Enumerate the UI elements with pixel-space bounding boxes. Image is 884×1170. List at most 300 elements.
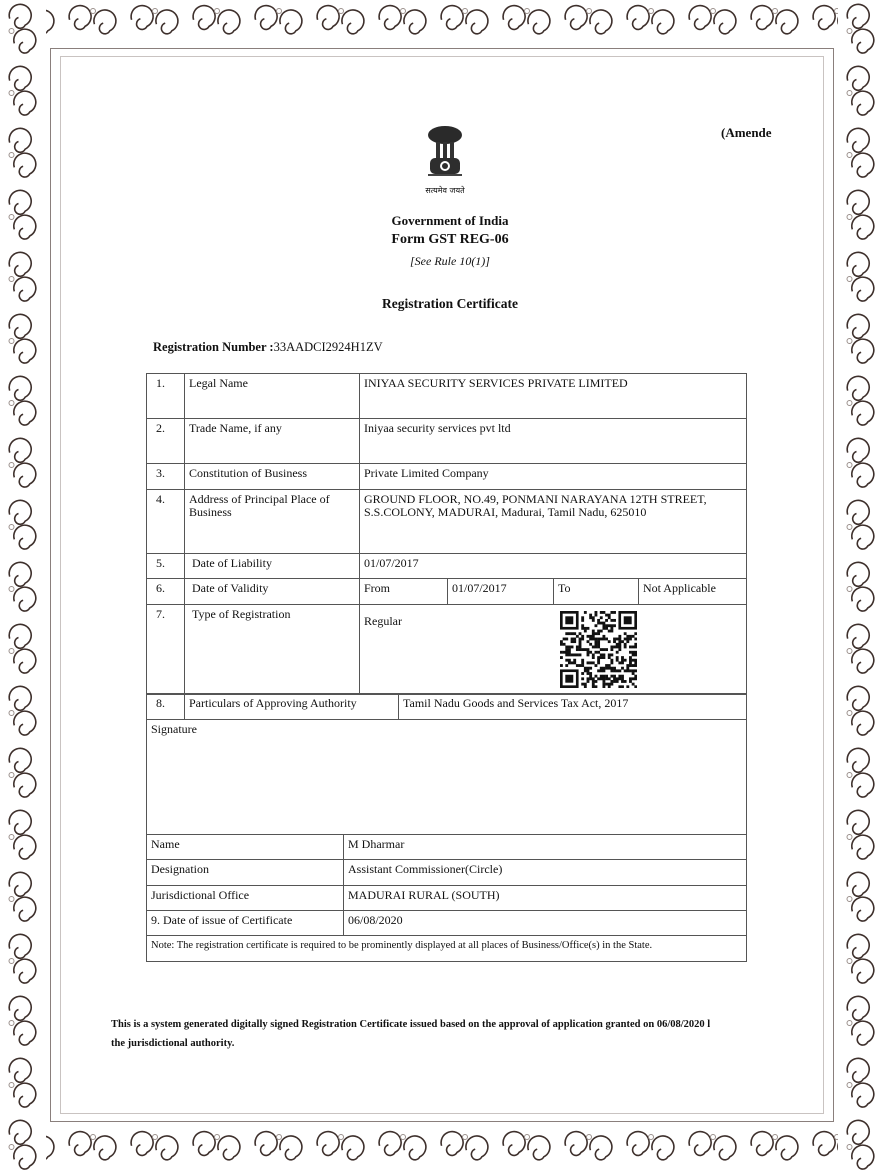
ornament-scroll xyxy=(342,10,364,34)
qr-module xyxy=(624,680,627,683)
ornament-scroll xyxy=(852,1021,874,1045)
ornament-dot xyxy=(9,401,14,406)
qr-module xyxy=(613,624,616,627)
qr-module xyxy=(608,653,611,656)
qr-module xyxy=(565,646,568,649)
ornament-scroll xyxy=(751,1132,773,1156)
ornament-scroll xyxy=(852,835,874,859)
qr-module xyxy=(581,648,584,651)
qr-module xyxy=(610,648,613,651)
table-row-trade-name xyxy=(147,419,747,464)
ornament-scroll xyxy=(9,872,31,896)
qr-module xyxy=(632,664,635,667)
ornament-dot xyxy=(649,9,654,14)
qr-module xyxy=(616,646,619,649)
qr-module xyxy=(589,667,592,670)
qr-module xyxy=(597,643,600,646)
ornament-dot xyxy=(277,9,282,14)
validity-from-value: 01/07/2017 xyxy=(448,579,554,605)
qr-module xyxy=(605,627,608,630)
qr-module xyxy=(560,664,563,667)
qr-module xyxy=(608,664,611,667)
qr-module xyxy=(560,651,563,654)
row-label: Jurisdictional Office xyxy=(147,886,344,911)
ornament-dot xyxy=(9,1145,14,1150)
ornament-scroll xyxy=(852,587,874,611)
qr-module xyxy=(587,672,590,675)
qr-module xyxy=(571,632,574,635)
ornament-scroll xyxy=(565,6,587,30)
qr-module xyxy=(616,656,619,659)
ornament-scroll xyxy=(94,1136,116,1160)
qr-module xyxy=(600,648,603,651)
ornament-scroll xyxy=(9,624,31,648)
ornament-dot xyxy=(847,401,852,406)
qr-module xyxy=(595,611,598,614)
qr-module xyxy=(621,656,624,659)
qr-module xyxy=(595,651,598,654)
ornament-scroll xyxy=(14,1145,36,1169)
qr-module xyxy=(613,611,616,614)
qr-module xyxy=(579,643,582,646)
qr-module xyxy=(610,653,613,656)
qr-module xyxy=(632,635,635,638)
ornament-dot xyxy=(9,711,14,716)
qr-module xyxy=(565,653,568,656)
ornament-dot xyxy=(9,339,14,344)
qr-module xyxy=(624,646,627,649)
ornament-scroll xyxy=(847,66,869,90)
qr-module xyxy=(624,669,627,672)
ornament-scroll xyxy=(590,10,612,34)
qr-module xyxy=(634,661,637,664)
approving-authority-table xyxy=(146,693,747,720)
ornament-scroll xyxy=(503,6,525,30)
qr-module xyxy=(600,611,603,614)
ornament-scroll xyxy=(9,810,31,834)
ornament-dot xyxy=(153,1135,158,1140)
qr-module xyxy=(589,651,592,654)
ornament-scroll xyxy=(852,897,874,921)
qr-module xyxy=(629,661,632,664)
ornament-scroll xyxy=(14,959,36,983)
ornament-scroll xyxy=(751,6,773,30)
qr-module xyxy=(571,661,574,664)
qr-module xyxy=(592,616,595,619)
qr-module xyxy=(587,667,590,670)
qr-module xyxy=(634,646,637,649)
ornament-scroll xyxy=(847,686,869,710)
qr-module xyxy=(629,651,632,654)
jurisdictional-office: MADURAI RURAL (SOUTH) xyxy=(344,886,747,911)
ornament-scroll xyxy=(441,1132,463,1156)
qr-module xyxy=(571,646,574,649)
form-name: Form GST REG-06 xyxy=(391,232,509,247)
qr-module xyxy=(581,659,584,662)
ornament-scroll xyxy=(852,339,874,363)
qr-module xyxy=(608,677,611,680)
qr-module xyxy=(613,638,616,641)
ornament-dot xyxy=(587,1135,592,1140)
qr-module xyxy=(560,656,563,659)
ornament-scroll xyxy=(813,6,835,30)
qr-module xyxy=(576,648,579,651)
table-row-date-of-validity xyxy=(147,579,747,605)
ornament-scroll xyxy=(156,1136,178,1160)
registration-details-table xyxy=(146,373,747,695)
row-label: Designation xyxy=(147,860,344,886)
ornament-dot xyxy=(9,1083,14,1088)
qr-module xyxy=(595,685,598,688)
qr-module xyxy=(602,635,605,638)
qr-module xyxy=(568,653,571,656)
ornament-scroll xyxy=(847,252,869,276)
ornament-scroll xyxy=(14,525,36,549)
ornament-dot xyxy=(463,1135,468,1140)
qr-module xyxy=(632,653,635,656)
qr-module xyxy=(608,685,611,688)
national-emblem-icon xyxy=(418,122,472,194)
ornament-scroll xyxy=(847,934,869,958)
qr-module xyxy=(632,659,635,662)
ornament-dot xyxy=(847,959,852,964)
ornament-pattern xyxy=(0,0,46,1170)
officer-name: M Dharmar xyxy=(344,835,747,860)
qr-module xyxy=(595,638,598,641)
qr-module xyxy=(634,669,637,672)
ornament-scroll xyxy=(852,277,874,301)
qr-module xyxy=(602,683,605,686)
qr-module xyxy=(602,669,605,672)
qr-module xyxy=(621,677,624,680)
ornament-scroll xyxy=(404,10,426,34)
qr-module xyxy=(632,677,635,680)
ornament-dot xyxy=(847,215,852,220)
ornament-dot xyxy=(847,1083,852,1088)
qr-module xyxy=(584,685,587,688)
qr-module xyxy=(584,611,587,614)
ornament-dot xyxy=(847,463,852,468)
ornament-scroll xyxy=(131,1132,153,1156)
qr-module xyxy=(600,616,603,619)
ornament-scroll xyxy=(255,6,277,30)
ornamental-border-top xyxy=(0,0,884,44)
row-label: Constitution of Business xyxy=(185,464,360,490)
ornament-scroll xyxy=(379,6,401,30)
row-number: 6. xyxy=(147,579,185,605)
qr-module xyxy=(573,638,576,641)
qr-module xyxy=(592,656,595,659)
qr-module xyxy=(581,638,584,641)
qr-module xyxy=(602,675,605,678)
qr-module xyxy=(587,653,590,656)
qr-module xyxy=(605,619,608,622)
ornament-scroll xyxy=(14,587,36,611)
qr-module xyxy=(608,614,611,617)
qr-module xyxy=(573,640,576,643)
ornament-dot xyxy=(9,215,14,220)
qr-module xyxy=(629,646,632,649)
qr-module xyxy=(618,685,621,688)
qr-finder xyxy=(624,616,632,624)
ornament-dot xyxy=(91,1135,96,1140)
ornament-scroll xyxy=(14,153,36,177)
row-value: Private Limited Company xyxy=(360,464,747,490)
qr-module xyxy=(602,627,605,630)
ornament-scroll xyxy=(852,29,874,53)
ornament-pattern xyxy=(0,1126,884,1170)
qr-module xyxy=(629,677,632,680)
qr-module xyxy=(587,680,590,683)
qr-module xyxy=(608,640,611,643)
ornament-scroll xyxy=(503,1132,525,1156)
qr-module xyxy=(587,651,590,654)
qr-module xyxy=(602,677,605,680)
ornament-scroll xyxy=(852,525,874,549)
qr-module xyxy=(618,640,621,643)
qr-module xyxy=(581,664,584,667)
qr-module xyxy=(626,638,629,641)
ornament-dot xyxy=(215,9,220,14)
ornament-scroll xyxy=(14,215,36,239)
table-row-issue-date xyxy=(147,911,747,936)
qr-module xyxy=(597,659,600,662)
ornament-scroll xyxy=(131,6,153,30)
table-row-address xyxy=(147,490,747,554)
qr-module xyxy=(605,667,608,670)
qr-module xyxy=(621,661,624,664)
ornament-scroll xyxy=(776,10,798,34)
ornament-scroll xyxy=(852,773,874,797)
ornament-scroll xyxy=(9,190,31,214)
qr-module xyxy=(610,683,613,686)
ornament-scroll xyxy=(466,10,488,34)
qr-module xyxy=(595,664,598,667)
ornament-dot xyxy=(773,9,778,14)
ornament-scroll xyxy=(14,835,36,859)
ornament-scroll xyxy=(528,1136,550,1160)
row-value: INIYAA SECURITY SERVICES PRIVATE LIMITED xyxy=(360,374,747,419)
qr-module xyxy=(621,675,624,678)
validity-to-value: Not Applicable xyxy=(638,579,746,605)
qr-module xyxy=(589,677,592,680)
ornament-scroll xyxy=(852,463,874,487)
qr-module xyxy=(608,667,611,670)
certificate-title: Registration Certificate xyxy=(381,296,519,311)
qr-module xyxy=(581,635,584,638)
ornament-scroll xyxy=(9,128,31,152)
qr-module xyxy=(610,624,613,627)
qr-module xyxy=(587,677,590,680)
qr-module xyxy=(608,683,611,686)
row-label: Legal Name xyxy=(185,374,360,419)
qr-module xyxy=(602,648,605,651)
row-label: Particulars of Approving Authority xyxy=(185,694,399,720)
qr-module xyxy=(581,619,584,622)
qr-module xyxy=(573,659,576,662)
qr-module xyxy=(634,643,637,646)
ornament-scroll xyxy=(9,748,31,772)
qr-module xyxy=(621,640,624,643)
ornament-scroll xyxy=(14,463,36,487)
qr-module xyxy=(579,638,582,641)
table-row-designation xyxy=(147,860,747,886)
row-number: 1. xyxy=(147,374,185,419)
qr-module xyxy=(579,664,582,667)
qr-module xyxy=(584,648,587,651)
qr-module xyxy=(589,675,592,678)
table-row-type-of-registration xyxy=(147,605,747,695)
qr-module xyxy=(613,646,616,649)
ornament-dot xyxy=(847,711,852,716)
ornament-scroll xyxy=(847,624,869,648)
qr-module xyxy=(563,638,566,641)
table-row-name xyxy=(147,835,747,860)
qr-module xyxy=(608,656,611,659)
qr-module xyxy=(581,616,584,619)
qr-module xyxy=(579,632,582,635)
qr-module xyxy=(610,630,613,633)
qr-module xyxy=(597,656,600,659)
ornament-dot xyxy=(847,525,852,530)
table-row-jurisdictional-office xyxy=(147,886,747,911)
row-label: Type of Registration xyxy=(185,605,360,695)
rule-reference: [See Rule 10(1)] xyxy=(410,254,490,268)
ornament-scroll xyxy=(69,6,91,30)
display-note: Note: The registration certificate is required to be prominently displayed at all places of Business/Office(s) in the State. xyxy=(147,936,747,962)
qr-module xyxy=(610,627,613,630)
ornament-scroll xyxy=(218,1136,240,1160)
ornament-scroll xyxy=(847,438,869,462)
qr-module xyxy=(616,651,619,654)
row-value: 01/07/2017 xyxy=(360,554,747,579)
ornament-scroll xyxy=(847,190,869,214)
qr-module xyxy=(568,651,571,654)
qr-module xyxy=(568,659,571,662)
qr-module xyxy=(560,640,563,643)
qr-module xyxy=(618,646,621,649)
ornament-scroll xyxy=(9,686,31,710)
ornament-scroll xyxy=(14,1021,36,1045)
ornament-scroll xyxy=(9,1120,31,1144)
qr-module xyxy=(592,635,595,638)
qr-module xyxy=(621,667,624,670)
qr-module xyxy=(629,635,632,638)
qr-module xyxy=(568,646,571,649)
ornament-dot xyxy=(9,525,14,530)
ornament-scroll xyxy=(847,376,869,400)
qr-module xyxy=(581,624,584,627)
ornament-scroll xyxy=(847,810,869,834)
ornament-scroll xyxy=(847,562,869,586)
ornament-dot xyxy=(9,1021,14,1026)
qr-module xyxy=(634,659,637,662)
ornament-dot xyxy=(9,277,14,282)
qr-module xyxy=(618,677,621,680)
ornament-scroll xyxy=(847,500,869,524)
ornament-scroll xyxy=(466,1136,488,1160)
ornament-scroll xyxy=(852,1083,874,1107)
qr-module xyxy=(568,648,571,651)
ornament-scroll xyxy=(9,500,31,524)
qr-module xyxy=(587,635,590,638)
row-label: Name xyxy=(147,835,344,860)
row-value: Iniyaa security services pvt ltd xyxy=(360,419,747,464)
qr-module xyxy=(634,664,637,667)
ornament-scroll xyxy=(9,1058,31,1082)
qr-module xyxy=(634,677,637,680)
qr-module xyxy=(579,653,582,656)
ornament-scroll xyxy=(528,10,550,34)
ornament-dot xyxy=(525,1135,530,1140)
qr-module xyxy=(613,667,616,670)
qr-module xyxy=(592,661,595,664)
qr-module xyxy=(584,667,587,670)
qr-module xyxy=(563,651,566,654)
ornament-scroll xyxy=(847,996,869,1020)
row-number: 8. xyxy=(147,694,185,720)
qr-module xyxy=(597,632,600,635)
table-row-note xyxy=(147,936,747,962)
qr-module xyxy=(597,640,600,643)
qr-module xyxy=(605,664,608,667)
qr-module xyxy=(616,638,619,641)
ornament-scroll xyxy=(218,10,240,34)
qr-module xyxy=(632,672,635,675)
ornament-dot xyxy=(9,587,14,592)
qr-module xyxy=(613,669,616,672)
qr-module xyxy=(602,685,605,688)
qr-module xyxy=(565,664,568,667)
qr-module xyxy=(624,632,627,635)
qr-module xyxy=(592,646,595,649)
qr-module xyxy=(634,632,637,635)
qr-module xyxy=(600,638,603,641)
qr-module xyxy=(613,677,616,680)
qr-module xyxy=(618,638,621,641)
qr-module xyxy=(592,683,595,686)
qr-module xyxy=(602,667,605,670)
qr-module xyxy=(632,646,635,649)
ornament-dot xyxy=(525,9,530,14)
ornament-dot xyxy=(649,1135,654,1140)
qr-module xyxy=(597,630,600,633)
qr-module xyxy=(616,669,619,672)
qr-module xyxy=(629,659,632,662)
qr-module xyxy=(581,683,584,686)
signature-box: Signature xyxy=(147,720,747,835)
qr-module xyxy=(600,669,603,672)
qr-code-icon[interactable] xyxy=(560,611,637,688)
qr-module xyxy=(589,614,592,617)
qr-module xyxy=(629,669,632,672)
ornament-dot xyxy=(711,9,716,14)
ornament-pattern xyxy=(838,0,884,1170)
row-number: 2. xyxy=(147,419,185,464)
qr-module xyxy=(632,683,635,686)
qr-module xyxy=(581,677,584,680)
ornament-scroll xyxy=(9,996,31,1020)
ornament-dot xyxy=(847,587,852,592)
qr-module xyxy=(618,661,621,664)
ornament-dot xyxy=(847,1145,852,1150)
ornament-dot xyxy=(215,1135,220,1140)
qr-module xyxy=(595,643,598,646)
qr-module xyxy=(576,635,579,638)
signature-table xyxy=(146,719,747,962)
qr-module xyxy=(629,664,632,667)
qr-module xyxy=(581,672,584,675)
